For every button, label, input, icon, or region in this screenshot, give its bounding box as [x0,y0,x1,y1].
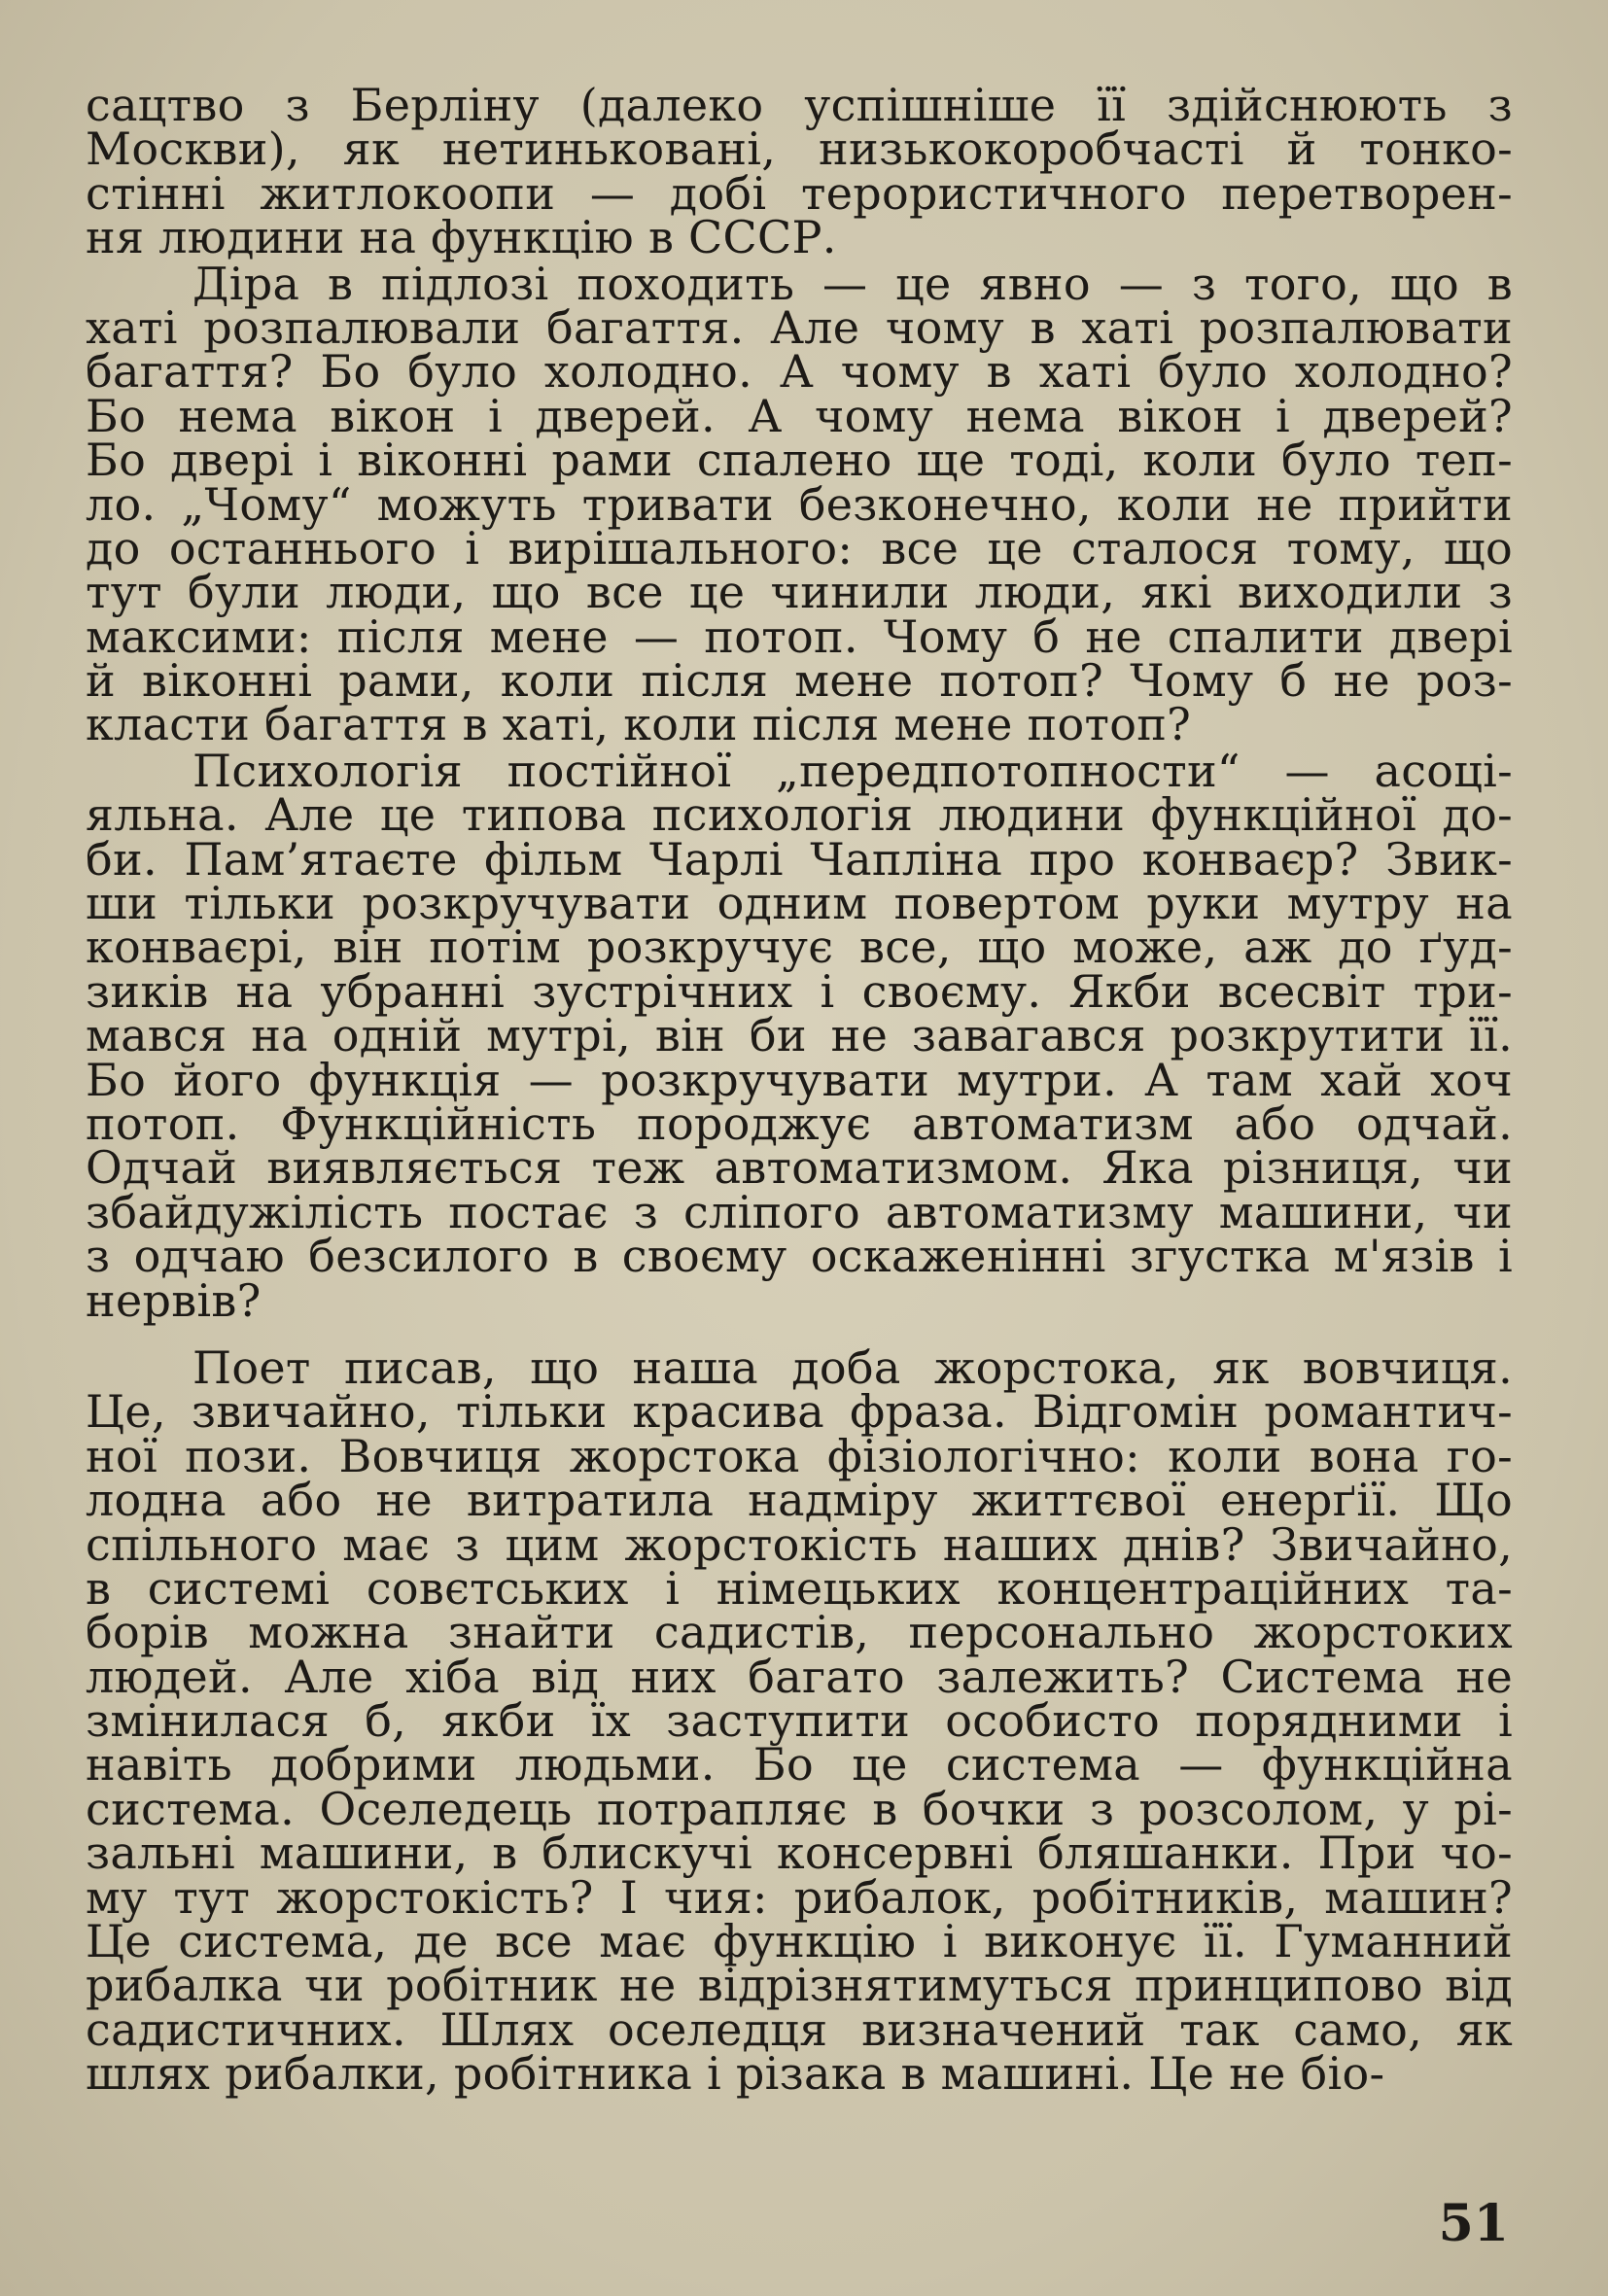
text-line: садистичних. Шлях оселедця визначений так само, як [86,2002,1513,2056]
text-line: мався на одній мутрі, він би не завагався розкрутити її. [86,1009,1513,1062]
text-line: Це система, де все має функцію і виконує її. Гуманний [86,1915,1513,1968]
text-line: конваєрі, він потім розкручує все, що може, аж до ґуд- [86,921,1513,974]
text-line: спільного має з цим жорстокість наших днів? Звичайно, [86,1517,1513,1571]
text-line: зальні машини, в блискучі консервні бляшанки. При чо- [86,1826,1513,1880]
text-line: Бо нема вікон і дверей. А чому нема вікон і дверей? [86,389,1513,442]
text-line: система. Оселедець потрапляє в бочки з розсолом, у рі- [86,1782,1513,1835]
body-text [86,79,1513,2101]
text-line: лодна або не витратила надміру життєвої енерґії. Що [86,1474,1513,1527]
paragraph [86,79,1513,264]
text-line: людей. Але хіба від них багато залежить? Система не [86,1650,1513,1703]
text-line: ши тільки розкручувати одним повертом руки мутру на [86,877,1513,930]
paragraph [86,744,1513,1327]
text-line: зиків на убранні зустрічних і своєму. Якби всесвіт три- [86,964,1513,1018]
text-line: й віконні рами, коли після мене потоп? Чому б не роз- [86,654,1513,708]
text-line: класти багаття в хаті, коли після мене потоп? [86,698,1192,751]
text-line: з одчаю безсилого в своєму оскаженінні згустка м'язів і [86,1230,1513,1283]
text-line: шлях рибалки, робітника і різака в машині. Це не біо- [86,2047,1385,2101]
text-line: багаття? Бо було холодно. А чому в хаті було холодно? [86,345,1513,399]
text-line: навіть добрими людьми. Бо це система — функційна [86,1738,1513,1792]
text-line: ло. „Чому“ можуть тривати безконечно, коли не прийти [86,477,1513,531]
text-line: в системі совєтських і німецьких концентраційних та- [86,1561,1513,1615]
text-line: до останнього і вирішального: все це сталося тому, що [86,521,1513,574]
text-line: Бо його функція — розкручувати мутри. А там хай хоч [86,1053,1513,1106]
text-line: хаті розпалювали багаття. Але чому в хаті розпалювати [86,300,1513,354]
text-line: стінні житлокоопи — добі терористичного перетворен- [86,166,1513,220]
text-line: борів можна знайти садистів, персонально жорстоких [86,1606,1513,1659]
text-line: Одчай виявляється теж автоматизмом. Яка різниця, чи [86,1141,1513,1195]
text-line: змінилася б, якби їх заступити особисто порядними і [86,1694,1513,1748]
text-line: яльна. Але це типова психологія людини функційної до- [86,788,1513,842]
text-line: максими: після мене — потоп. Чому б не спалити двері [86,609,1513,663]
text-line: сацтво з Берліну (далеко успішніше її здійснюють з [86,79,1513,131]
text-line: ної пози. Вовчиця жорстока фізіологічно: коли вона го- [86,1429,1513,1482]
text-line: му тут жорстокість? І чия: рибалок, робітників, машин? [86,1870,1513,1924]
text-line: збайдужілість постає з сліпого автоматизму машини, чи [86,1185,1513,1238]
text-line: Поет писав, що наша доба жорстока, як вовчиця. [192,1340,1513,1394]
text-line: Бо двері і віконні рами спалено ще тоді, коли було теп- [86,434,1513,487]
text-line: ня людини на функцію в СССР. [86,211,837,264]
paragraph [86,1340,1513,2101]
text-line: потоп. Функційність породжує автоматизм або одчай. [86,1096,1513,1150]
paragraph [86,257,1513,751]
text-line: нервів? [86,1273,262,1327]
page-number: 51 [1438,2194,1509,2253]
text-line: тут були люди, що все це чинили люди, які виходили з [86,566,1513,619]
text-line: рибалка чи робітник не відрізнятимуться принципово від [86,1959,1513,2012]
text-line: Москви), як нетиньковані, низькокоробчасті й тонко- [86,122,1513,176]
text-line: Це, звичайно, тільки красива фраза. Відгомін романтич- [86,1385,1513,1439]
text-line: Діра в підлозі походить — це явно — з того, що в [192,257,1513,310]
text-line: би. Пам’ятаєте фільм Чарлі Чапліна про конваєр? Звик- [86,832,1513,886]
text-line: Психологія постійної „передпотопности“ — асоці- [192,744,1513,797]
